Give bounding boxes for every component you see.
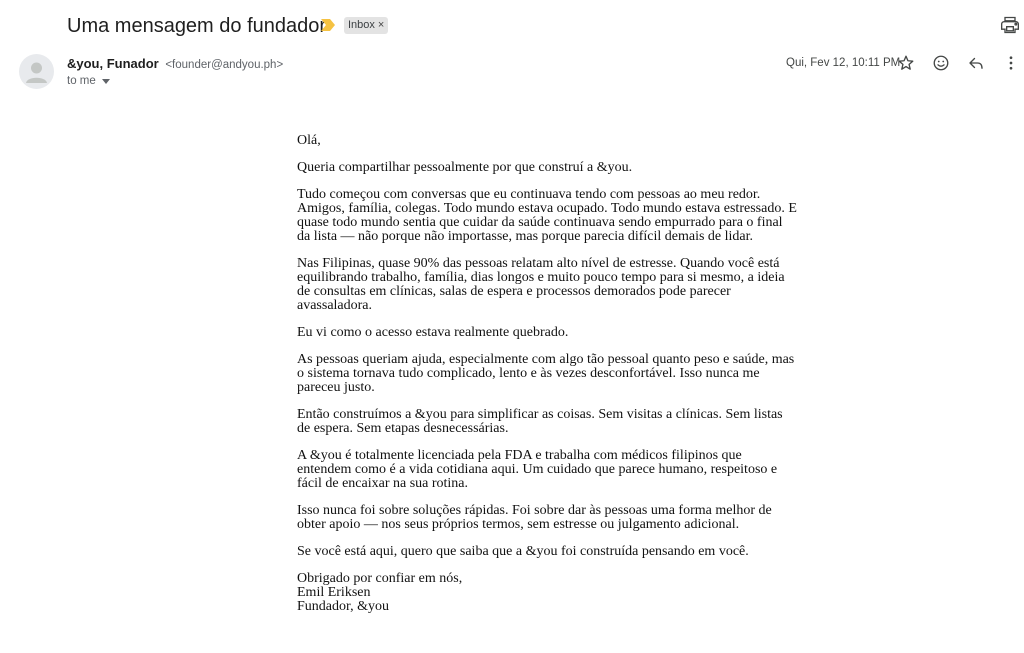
star-icon[interactable] <box>897 54 915 72</box>
sender-email: <founder@andyou.ph> <box>165 59 284 71</box>
emoji-react-icon[interactable] <box>932 54 950 72</box>
more-vert-icon[interactable] <box>1002 54 1020 72</box>
avatar[interactable] <box>19 54 54 89</box>
recipient-text: to me <box>67 75 96 87</box>
paragraph: Eu vi como o acesso estava realmente quebrado. <box>297 325 569 340</box>
paragraph: Queria compartilhar pessoalmente por que construí a &you. <box>297 160 633 175</box>
label-chip-text: Inbox <box>348 19 375 31</box>
email-subject: Uma mensagem do fundador <box>67 15 327 37</box>
sender-name[interactable]: &you, Funador <box>67 56 159 71</box>
paragraph: Isso nunca foi sobre soluções rápidas. Foi sobre dar às pessoas uma forma melhor de obter apoio — nos seus próprios termos, sem estresse ou julgamento adicional. <box>297 503 772 532</box>
print-icon[interactable] <box>1000 15 1020 35</box>
paragraph: Nas Filipinas, quase 90% das pessoas relatam alto nível de estresse. Quando você está equilibrando trabalho, família, dias longos e muito pouco tempo para si mesmo, a ideia de consultas em clínicas, salas de espera e processos demorados pode parecer avassaladora. <box>297 256 785 313</box>
signature-title: Fundador, &you <box>297 599 389 614</box>
remove-label-button[interactable]: × <box>377 19 385 31</box>
email-date: Qui, Fev 12, 10:11 PM <box>786 57 901 69</box>
email-body <box>297 134 797 627</box>
sender-line <box>67 55 283 74</box>
paragraph: A &you é totalmente licenciada pela FDA e trabalha com médicos filipinos que entendem como é a vida cotidiana aqui. Um cuidado que parece humano, respeitoso e fácil de encaixar na sua rotina. <box>297 448 778 491</box>
signature-name: Emil Eriksen <box>297 585 371 600</box>
paragraph: Se você está aqui, quero que saiba que a &you foi construída pensando em você. <box>297 544 749 559</box>
reply-icon[interactable] <box>967 54 985 72</box>
email-header <box>0 0 1024 52</box>
paragraph: As pessoas queriam ajuda, especialmente com algo tão pessoal quanto peso e saúde, mas o sistema tornava tudo complicado, lento e às vezes desconfortável. Isso nunca me pareceu justo. <box>297 352 795 395</box>
label-chip-inbox <box>344 17 388 34</box>
paragraph: Tudo começou com conversas que eu continuava tendo com pessoas ao meu redor. Amigos, família, colegas. Todo mundo estava ocupado. Todo mundo estava estressado. E quase todo mundo sentia que cuidar da saúde continuava sendo empurrado para o final da lista — não porque não importasse, mas porque parecia difícil demais de lidar. <box>297 187 797 244</box>
signature <box>297 572 797 614</box>
paragraph: Então construímos a &you para simplificar as coisas. Sem visitas a clínicas. Sem listas de espera. Sem etapas desnecessárias. <box>297 407 783 436</box>
chevron-down-icon[interactable] <box>102 79 110 84</box>
closing: Obrigado por confiar em nós, <box>297 571 463 586</box>
recipient-line[interactable] <box>67 74 110 89</box>
greeting: Olá, <box>297 133 321 148</box>
important-marker-icon[interactable] <box>321 19 335 31</box>
avatar-person-icon <box>19 54 54 89</box>
